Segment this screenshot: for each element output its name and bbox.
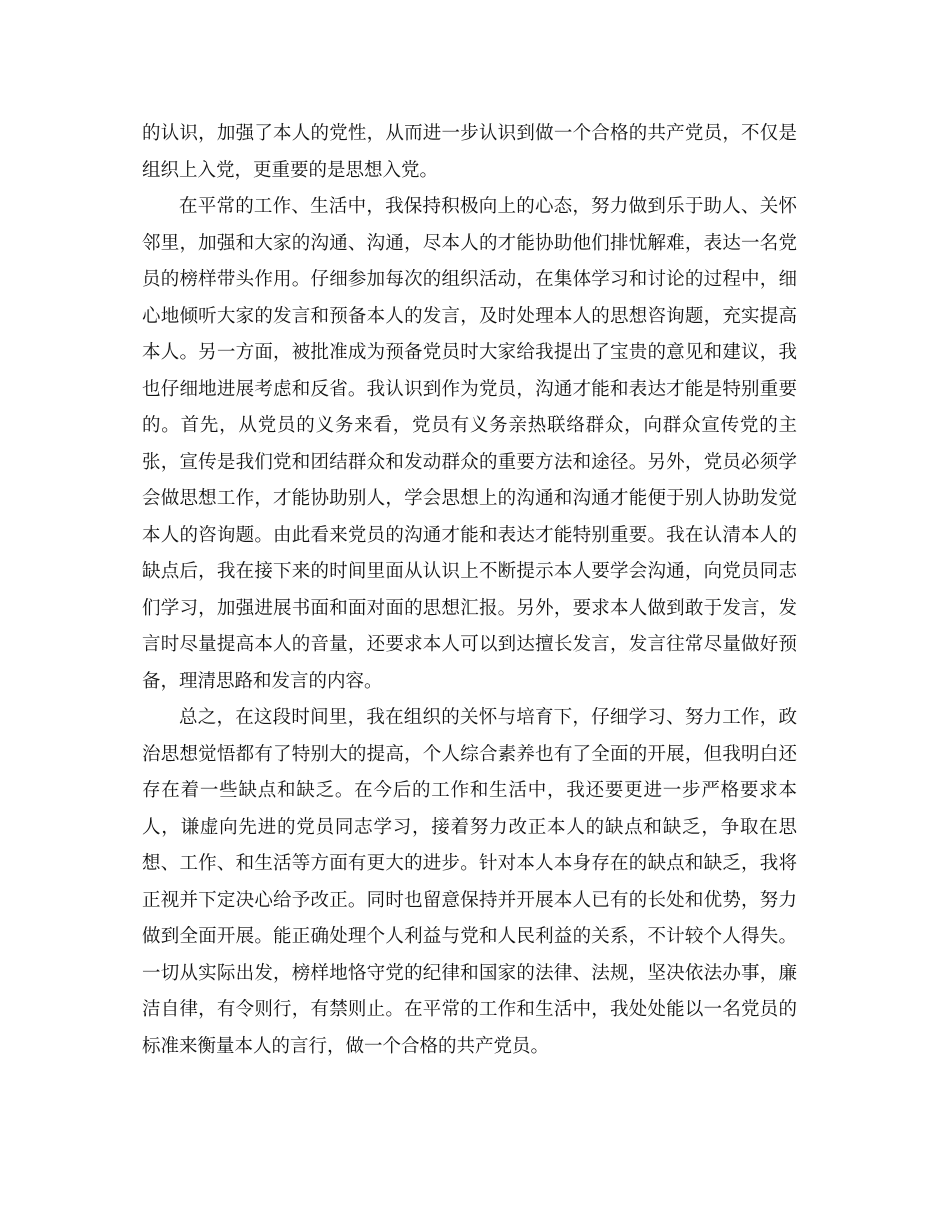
- paragraph-conclusion: 总之，在这段时间里，我在组织的关怀与培育下，仔细学习、努力工作，政治思想觉悟都有了特别大的提高，个人综合素养也有了全面的开展，但我明白还存在着一些缺点和缺乏。在今后的工作和生活中，我还要更进一步严格要求本人，谦虚向先进的党员同志学习，接着努力改正本人的缺点和缺乏，争取在思想、工作、和生活等方面有更大的进步。针对本人本身存在的缺点和缺乏，我将正视并下定决心给予改正。同时也留意保持并开展本人已有的长处和优势，努力做到全面开展。能正确处理个人利益与党和人民利益的关系，不计较个人得失。一切从实际出发，榜样地恪守党的纪律和国家的法律、法规，坚决依法办事，廉洁自律，有令则行，有禁则止。在平常的工作和生活中，我处处能以一名党员的标准来衡量本人的言行，做一个合格的共产党员。: [142, 707, 797, 1057]
- paragraph-communication: 在平常的工作、生活中，我保持积极向上的心态，努力做到乐于助人、关怀邻里，加强和大家的沟通、沟通，尽本人的才能协助他们排忧解难，表达一名党员的榜样带头作用。仔细参加每次的组织活动，在集体学习和讨论的过程中，细心地倾听大家的发言和预备本人的发言，及时处理本人的思想咨询题，充实提高本人。另一方面，被批准成为预备党员时大家给我提出了宝贵的意见和建议，我也仔细地进展考虑和反省。我认识到作为党员，沟通才能和表达才能是特别重要的。首先，从党员的义务来看，党员有义务亲热联络群众，向群众宣传党的主张，宣传是我们党和团结群众和发动群众的重要方法和途径。另外，党员必须学会做思想工作，才能协助别人，学会思想上的沟通和沟通才能便于别人协助发觉本人的咨询题。由此看来党员的沟通才能和表达才能特别重要。我在认清本人的缺点后，我在接下来的时间里面从认识上不断提示本人要学会沟通，向党员同志们学习，加强进展书面和面对面的思想汇报。另外，要求本人做到敢于发言，发言时尽量提高本人的音量，还要求本人可以到达擅长发言，发言往常尽量做好预备，理清思路和发言的内容。: [142, 196, 797, 692]
- document-body: [142, 116, 797, 1065]
- paragraph-continuation: 的认识，加强了本人的党性，从而进一步认识到做一个合格的共产党员，不仅是组织上入党，更重要的是思想入党。: [142, 123, 797, 181]
